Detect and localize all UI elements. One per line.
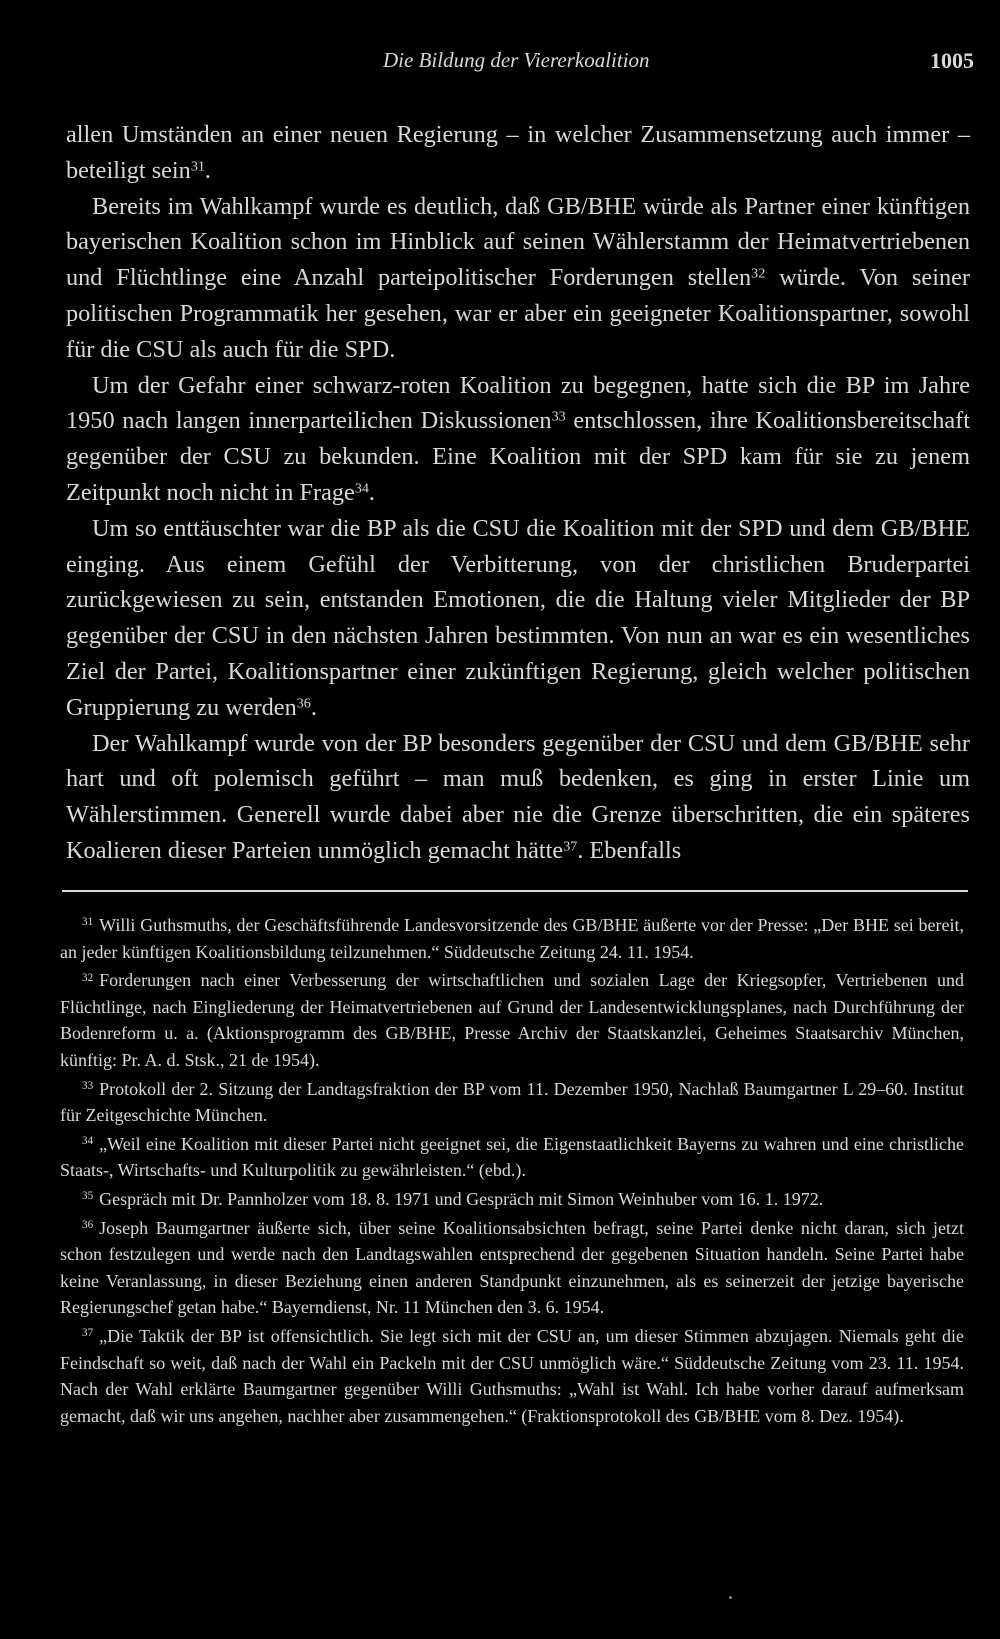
footnote-number: 33 [82, 1079, 94, 1092]
footnote-ref-36: 36 [296, 695, 311, 711]
footnote-31 [60, 912, 964, 965]
footnote-text: Protokoll der 2. Sitzung der Landtagsfraktion der BP vom 11. Dezember 1950, Nachlaß Baumgartner L 29–60. Institut für Zeitgeschichte München. [60, 1078, 964, 1126]
footnote-divider [62, 890, 968, 892]
running-title: Die Bildung der Viererkoalition [383, 48, 650, 72]
footnote-ref-31: 31 [190, 158, 205, 175]
page-number: 1005 [930, 48, 974, 73]
footnote-ref-33: 33 [551, 408, 566, 425]
paragraph-text: würde. Von seiner politischen Programmatik her gesehen, war er aber ein geeigneter Koalitionspartner, sowohl für die CSU als auch für die SPD. [66, 264, 970, 363]
footnote-number: 34 [82, 1135, 94, 1148]
paragraph-text: . [204, 156, 211, 184]
footnote-text: Willi Guthsmuths, der Geschäftsführende Landesvorsitzende des GB/BHE äußerte vor der Presse: „Der BHE sei bereit, an jeder künftigen Koalitionsbildung teilzunehmen.“ Süddeutsche Zeitung 24. 11. 1954. [60, 915, 964, 962]
paragraph-text: . Ebenfalls [577, 836, 682, 864]
main-text [66, 117, 970, 869]
paragraph-1 [66, 117, 970, 189]
footnote-32 [60, 967, 964, 1073]
footnote-ref-34: 34 [354, 480, 369, 497]
page-header [0, 48, 1000, 82]
paragraph-text: entschlossen, ihre Koalitionsbereitschaft gegenüber der CSU zu bekunden. Eine Koalition mit der SPD kam für sie zu jenem Zeitpunkt noch nicht in Frage [66, 407, 970, 506]
paragraph-4 [66, 511, 970, 726]
footnote-text: „Die Taktik der BP ist offensichtlich. Sie legt sich mit der CSU an, um dieser Stimmen abzujagen. Niemals geht die Feindschaft so weit, daß nach der Wahl ein Packeln mit der CSU unmöglich wäre.“ Süddeutsche Zeitung vom 23. 11. 1954. Nach der Wahl erklärte Baumgartner gegenüber Willi Guthsmuths: „Wahl ist Wahl. Ich habe vorher darauf aufmerksam gemacht, daß wir uns angehen, nachher aber zusammengehen.“ (Fraktionsprotokoll des GB/BHE vom 8. Dez. 1954). [60, 1325, 964, 1426]
paragraph-5 [66, 726, 970, 869]
footnote-text: Joseph Baumgartner äußerte sich, über seine Koalitionsabsichten befragt, seine Partei denke nicht daran, sich jetzt schon festzulegen und werde nach den Landtagswahlen entsprechend der gegebenen Situation handeln. Seine Partei habe keine Veranlassung, in dieser Beziehung einen anderen Standpunkt einzunehmen, als es seinerzeit der jetzige bayerische Regierungschef getan habe.“ Bayerndienst, Nr. 11 München den 3. 6. 1954. [60, 1217, 964, 1318]
paragraph-text: . [310, 693, 317, 721]
paragraph-text: Der Wahlkampf wurde von der BP besonders gegenüber der CSU und dem GB/BHE sehr hart und oft polemisch geführt – man muß bedenken, es ging in erster Linie um Wählerstimmen. Generell wurde dabei aber nie die Grenze überschritten, die ein späteres Koalieren dieser Parteien unmöglich gemacht hätte [66, 729, 970, 864]
footnote-ref-37: 37 [563, 838, 578, 855]
footnote-35 [60, 1186, 964, 1213]
footnote-number: 37 [82, 1327, 94, 1340]
footnote-text: Gespräch mit Dr. Pannholzer vom 18. 8. 1971 und Gespräch mit Simon Weinhuber vom 16. 1. 1972. [99, 1188, 824, 1209]
footnote-number: 31 [82, 916, 94, 929]
footnotes [60, 912, 964, 1431]
footnote-text: „Weil eine Koalition mit dieser Partei nicht geeignet sei, die Eigenstaatlichkeit Bayerns zu wahren und eine christliche Staats-, Wirtschafts- und Kulturpolitik zu gewährleisten.“ (ebd.). [60, 1133, 964, 1181]
footnote-ref-32: 32 [751, 265, 766, 282]
footnote-text: Forderungen nach einer Verbesserung der wirtschaftlichen und sozialen Lage der Kriegsopfer, Vertriebenen und Flüchtlinge, nach Eingliederung der Heimatvertriebenen auf Grund der Landesentwicklungsplanes, nach Durchführung der Bodenreform u. a. (Aktionsprogramm des GB/BHE, Presse Archiv der Staatskanzlei, Geheimes Staatsarchiv München, künftig: Pr. A. d. Stsk., 21 de 1954). [60, 970, 964, 1070]
paragraph-text: Um der Gefahr einer schwarz-roten Koalition zu begegnen, hatte sich die BP im Jahre 1950 nach langen innerparteilichen Diskussionen [66, 371, 970, 435]
footnote-33 [60, 1076, 964, 1129]
footnote-number: 36 [82, 1218, 94, 1231]
scan-speck [729, 1596, 732, 1599]
paragraph-2 [66, 189, 970, 368]
paragraph-text: Um so enttäuschter war die BP als die CSU die Koalition mit der SPD und dem GB/BHE einging. Aus einem Gefühl der Verbitterung, von der christlichen Bruderpartei zurückgewiesen zu sein, entstanden Emotionen, die die Haltung vieler Mitglieder der BP gegenüber der CSU in den nächsten Jahren bestimmten. Von nun an war es ein wesentliches Ziel der Partei, Koalitionspartner einer zukünftigen Regierung, gleich welcher politischen Gruppierung zu werden [66, 514, 970, 721]
footnote-37 [60, 1323, 964, 1429]
paragraph-text: . [368, 478, 375, 506]
footnote-36 [60, 1215, 964, 1321]
paragraph-3 [66, 368, 970, 511]
footnote-number: 35 [82, 1190, 94, 1203]
footnote-number: 32 [82, 971, 94, 984]
footnote-34 [60, 1131, 964, 1184]
paragraph-text: allen Umständen an einer neuen Regierung – in welcher Zusammensetzung auch immer – beteiligt sein [66, 121, 970, 184]
paragraph-text: Bereits im Wahlkampf wurde es deutlich, daß GB/BHE würde als Partner einer künftigen bayerischen Koalition schon im Hinblick auf seinen Wählerstamm der Heimatvertriebenen und Flüchtlinge eine Anzahl parteipolitischer Forderungen stellen [66, 192, 970, 292]
